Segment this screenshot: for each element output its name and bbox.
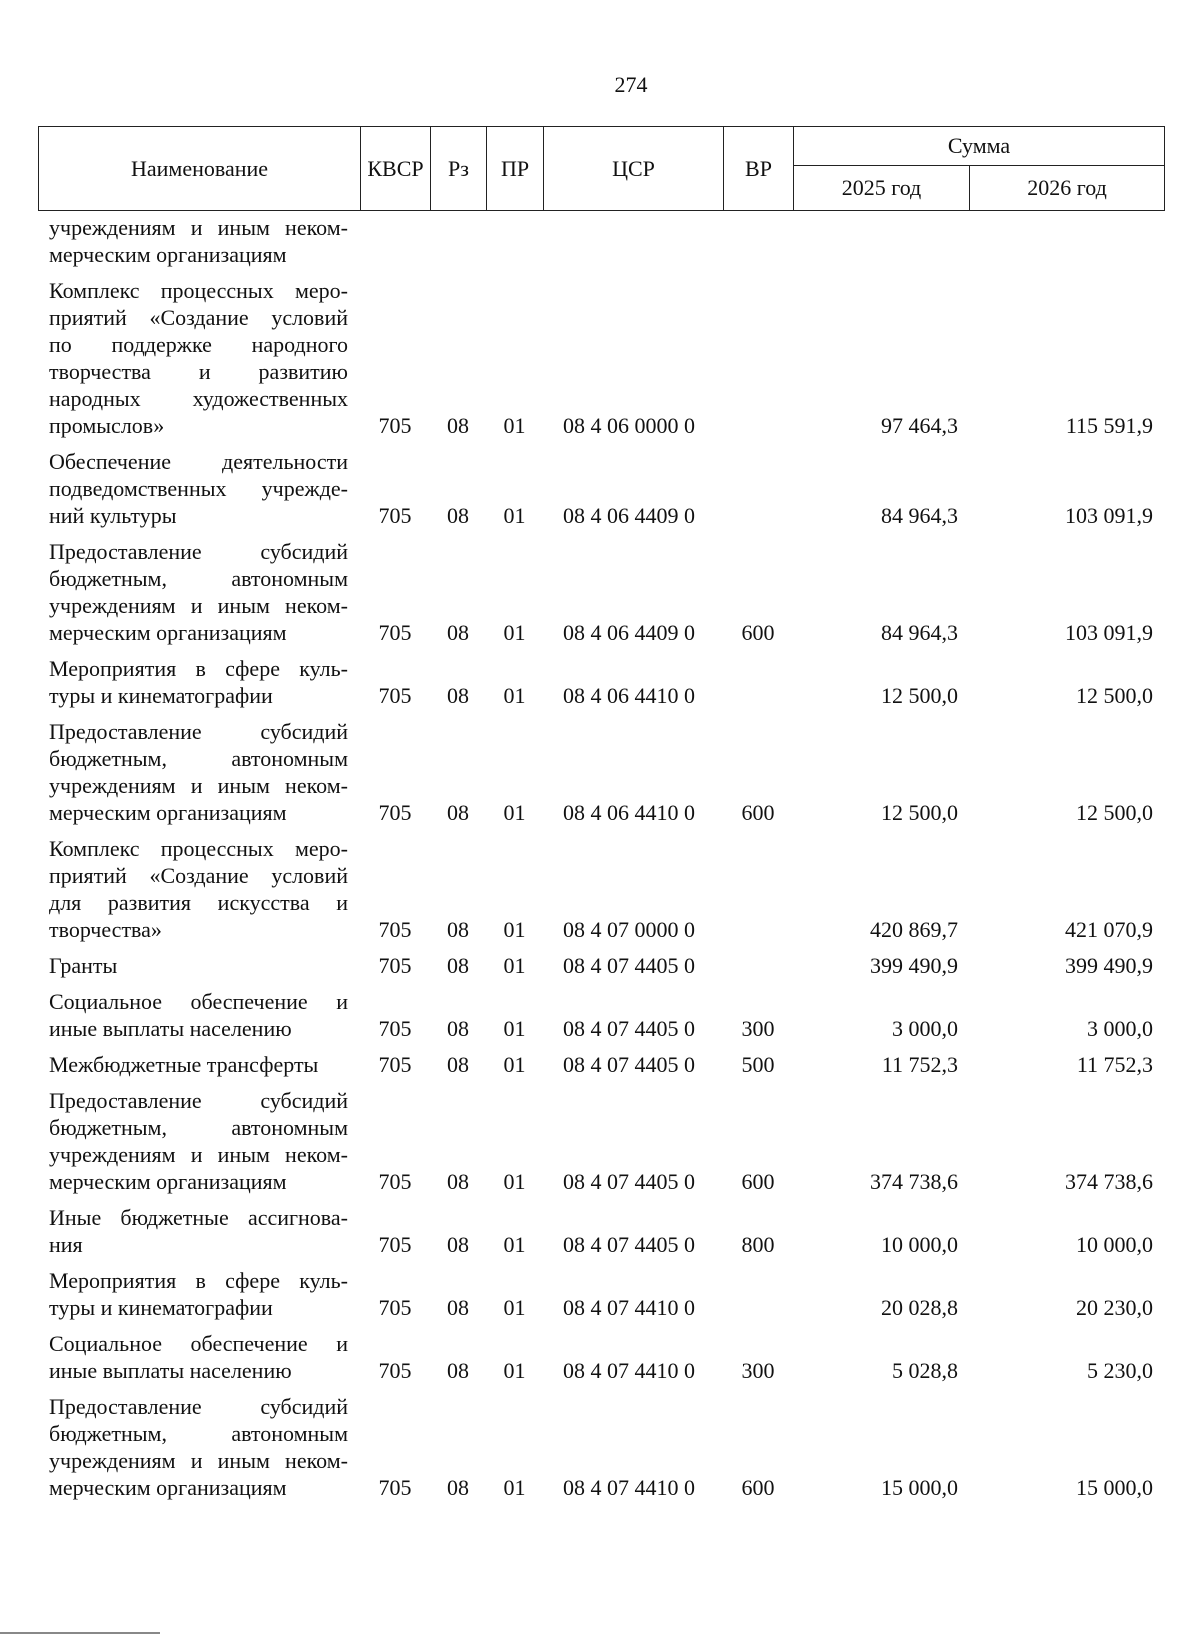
row-rz: 08 — [447, 800, 469, 825]
row-vr: 600 — [741, 1169, 775, 1194]
table-row — [38, 1393, 1164, 1510]
row-sum-2025: 11 752,3 — [881, 1052, 958, 1077]
header-kvsr: КВСР — [361, 127, 431, 211]
row-csr: 08 4 07 4405 0 — [563, 1232, 695, 1257]
row-name: Мероприятия в сфере куль- туры и кинематографии — [49, 1268, 348, 1320]
row-kvsr: 705 — [378, 1016, 412, 1041]
row-vr: 500 — [741, 1052, 775, 1077]
row-sum-2026: 421 070,9 — [1065, 917, 1153, 942]
row-pr: 01 — [503, 917, 526, 942]
row-kvsr: 705 — [378, 1295, 412, 1320]
row-name: Социальное обеспечение и иные выплаты населению — [49, 989, 348, 1041]
row-sum-2026: 11 752,3 — [1076, 1052, 1153, 1077]
row-pr: 01 — [503, 953, 526, 978]
row-sum-2026: 3 000,0 — [1087, 1016, 1153, 1041]
row-kvsr — [360, 214, 430, 277]
row-vr: 600 — [741, 620, 775, 645]
row-rz: 08 — [447, 620, 469, 645]
row-sum-2025: 399 490,9 — [870, 953, 958, 978]
row-rz: 08 — [447, 683, 469, 708]
row-rz: 08 — [447, 1358, 469, 1383]
row-sum-2025: 12 500,0 — [881, 800, 958, 825]
row-rz: 08 — [447, 503, 469, 528]
row-kvsr: 705 — [378, 1358, 412, 1383]
row-kvsr: 705 — [378, 1169, 412, 1194]
header-pr: ПР — [487, 127, 544, 211]
table-row — [38, 1087, 1164, 1204]
row-csr: 08 4 07 0000 0 — [563, 917, 695, 942]
row-pr: 01 — [503, 503, 526, 528]
header-vr: ВР — [724, 127, 794, 211]
table-row — [38, 655, 1164, 718]
row-sum-2025: 374 738,6 — [870, 1169, 958, 1194]
row-vr — [723, 214, 793, 277]
row-name: Предоставление субсидий бюджетным, автономным учреждениям и иным неком- мерческим организациям — [49, 1088, 348, 1194]
table-row — [38, 1051, 1164, 1087]
row-sum-2026: 374 738,6 — [1065, 1169, 1153, 1194]
row-rz: 08 — [447, 917, 469, 942]
row-kvsr: 705 — [378, 953, 412, 978]
row-vr — [723, 835, 793, 952]
row-kvsr: 705 — [378, 413, 412, 438]
row-sum-2025: 420 869,7 — [870, 917, 958, 942]
row-sum-2025 — [793, 214, 969, 277]
row-csr: 08 4 07 4405 0 — [563, 1052, 695, 1077]
table-row — [38, 1267, 1164, 1330]
table-row — [38, 1204, 1164, 1267]
row-pr: 01 — [503, 620, 526, 645]
row-csr: 08 4 06 0000 0 — [563, 413, 695, 438]
row-pr: 01 — [503, 1052, 526, 1077]
row-sum-2025: 84 964,3 — [881, 503, 958, 528]
row-name: Мероприятия в сфере куль- туры и кинематографии — [49, 656, 348, 708]
row-vr — [723, 1267, 793, 1330]
table-row — [38, 988, 1164, 1051]
row-csr: 08 4 07 4405 0 — [563, 1169, 695, 1194]
row-sum-2026: 103 091,9 — [1065, 503, 1153, 528]
row-name: Комплекс процессных меро- приятий «Создание условий по поддержке народного творчества и развитию народных художественных промыслов» — [49, 278, 348, 438]
row-kvsr: 705 — [378, 503, 412, 528]
table-row — [38, 538, 1164, 655]
row-pr: 01 — [503, 1295, 526, 1320]
row-name: Предоставление субсидий бюджетным, автономным учреждениям и иным неком- мерческим организациям — [49, 1394, 348, 1500]
row-kvsr: 705 — [378, 917, 412, 942]
row-sum-2026: 103 091,9 — [1065, 620, 1153, 645]
header-csr: ЦСР — [544, 127, 724, 211]
row-sum-2026: 12 500,0 — [1076, 800, 1153, 825]
row-pr: 01 — [503, 1475, 526, 1500]
row-sum-2026 — [969, 214, 1164, 277]
row-vr — [723, 655, 793, 718]
row-pr: 01 — [503, 683, 526, 708]
row-name: Предоставление субсидий бюджетным, автономным учреждениям и иным неком- мерческим организациям — [49, 539, 348, 645]
row-kvsr: 705 — [378, 800, 412, 825]
row-sum-2025: 3 000,0 — [892, 1016, 958, 1041]
row-kvsr: 705 — [378, 683, 412, 708]
row-sum-2026: 10 000,0 — [1076, 1232, 1153, 1257]
table-header — [38, 126, 1165, 211]
row-pr: 01 — [503, 413, 526, 438]
row-sum-2026: 20 230,0 — [1076, 1295, 1153, 1320]
row-name: Социальное обеспечение и иные выплаты населению — [49, 1331, 348, 1383]
header-year-2025: 2025 год — [794, 166, 970, 211]
row-rz: 08 — [447, 1169, 469, 1194]
row-rz: 08 — [447, 1295, 469, 1320]
header-year-2026: 2026 год — [970, 166, 1165, 211]
row-rz: 08 — [447, 953, 469, 978]
row-pr: 01 — [503, 1016, 526, 1041]
row-pr — [486, 214, 543, 277]
row-csr: 08 4 07 4410 0 — [563, 1475, 695, 1500]
row-sum-2025: 97 464,3 — [881, 413, 958, 438]
row-sum-2026: 15 000,0 — [1076, 1475, 1153, 1500]
table-row — [38, 952, 1164, 988]
table-row — [38, 448, 1164, 538]
table-row — [38, 718, 1164, 835]
table-row — [38, 835, 1164, 952]
row-kvsr: 705 — [378, 620, 412, 645]
row-csr — [543, 214, 723, 277]
header-name: Наименование — [39, 127, 361, 211]
row-kvsr: 705 — [378, 1475, 412, 1500]
row-pr: 01 — [503, 1169, 526, 1194]
row-name: Комплекс процессных меро- приятий «Создание условий для развития искусства и творчества» — [49, 836, 348, 942]
row-csr: 08 4 07 4410 0 — [563, 1295, 695, 1320]
page-number: 274 — [614, 72, 648, 97]
row-rz: 08 — [447, 1475, 469, 1500]
row-name: Межбюджетные трансферты — [49, 1052, 319, 1077]
row-rz: 08 — [447, 413, 469, 438]
row-csr: 08 4 07 4410 0 — [563, 1358, 695, 1383]
row-name: учреждениям и иным неком- мерческим организациям — [49, 215, 348, 267]
row-kvsr: 705 — [378, 1232, 412, 1257]
row-sum-2025: 5 028,8 — [892, 1358, 958, 1383]
row-csr: 08 4 06 4409 0 — [563, 620, 695, 645]
row-rz — [430, 214, 486, 277]
table-row — [38, 214, 1164, 277]
row-sum-2025: 84 964,3 — [881, 620, 958, 645]
row-sum-2026: 115 591,9 — [1065, 413, 1153, 438]
row-name: Предоставление субсидий бюджетным, автономным учреждениям и иным неком- мерческим организациям — [49, 719, 348, 825]
row-sum-2026: 12 500,0 — [1076, 683, 1153, 708]
row-csr: 08 4 06 4410 0 — [563, 800, 695, 825]
row-sum-2025: 15 000,0 — [881, 1475, 958, 1500]
row-vr: 800 — [741, 1232, 775, 1257]
row-csr: 08 4 06 4409 0 — [563, 503, 695, 528]
header-rz: Рз — [431, 127, 487, 211]
row-pr: 01 — [503, 1358, 526, 1383]
table-row — [38, 1330, 1164, 1393]
row-sum-2025: 10 000,0 — [881, 1232, 958, 1257]
row-pr: 01 — [503, 800, 526, 825]
row-vr: 600 — [741, 1475, 775, 1500]
row-rz: 08 — [447, 1016, 469, 1041]
row-name: Обеспечение деятельности подведомственных учрежде- ний культуры — [49, 449, 348, 528]
row-csr: 08 4 07 4405 0 — [563, 953, 695, 978]
row-sum-2025: 20 028,8 — [881, 1295, 958, 1320]
row-name: Иные бюджетные ассигнова- ния — [49, 1205, 348, 1257]
row-kvsr: 705 — [378, 1052, 412, 1077]
row-pr: 01 — [503, 1232, 526, 1257]
footer-rule — [0, 1632, 160, 1634]
row-rz: 08 — [447, 1232, 469, 1257]
row-name: Гранты — [49, 953, 118, 978]
row-sum-2026: 399 490,9 — [1065, 953, 1153, 978]
row-csr: 08 4 07 4405 0 — [563, 1016, 695, 1041]
row-vr: 300 — [741, 1016, 775, 1041]
budget-table — [38, 214, 1164, 1510]
row-csr: 08 4 06 4410 0 — [563, 683, 695, 708]
table-row — [38, 277, 1164, 448]
row-vr — [723, 277, 793, 448]
row-sum-2026: 5 230,0 — [1087, 1358, 1153, 1383]
row-vr: 300 — [741, 1358, 775, 1383]
row-rz: 08 — [447, 1052, 469, 1077]
row-vr — [723, 448, 793, 538]
row-vr: 600 — [741, 800, 775, 825]
row-sum-2025: 12 500,0 — [881, 683, 958, 708]
row-vr — [723, 952, 793, 988]
header-sum: Сумма — [794, 127, 1165, 166]
